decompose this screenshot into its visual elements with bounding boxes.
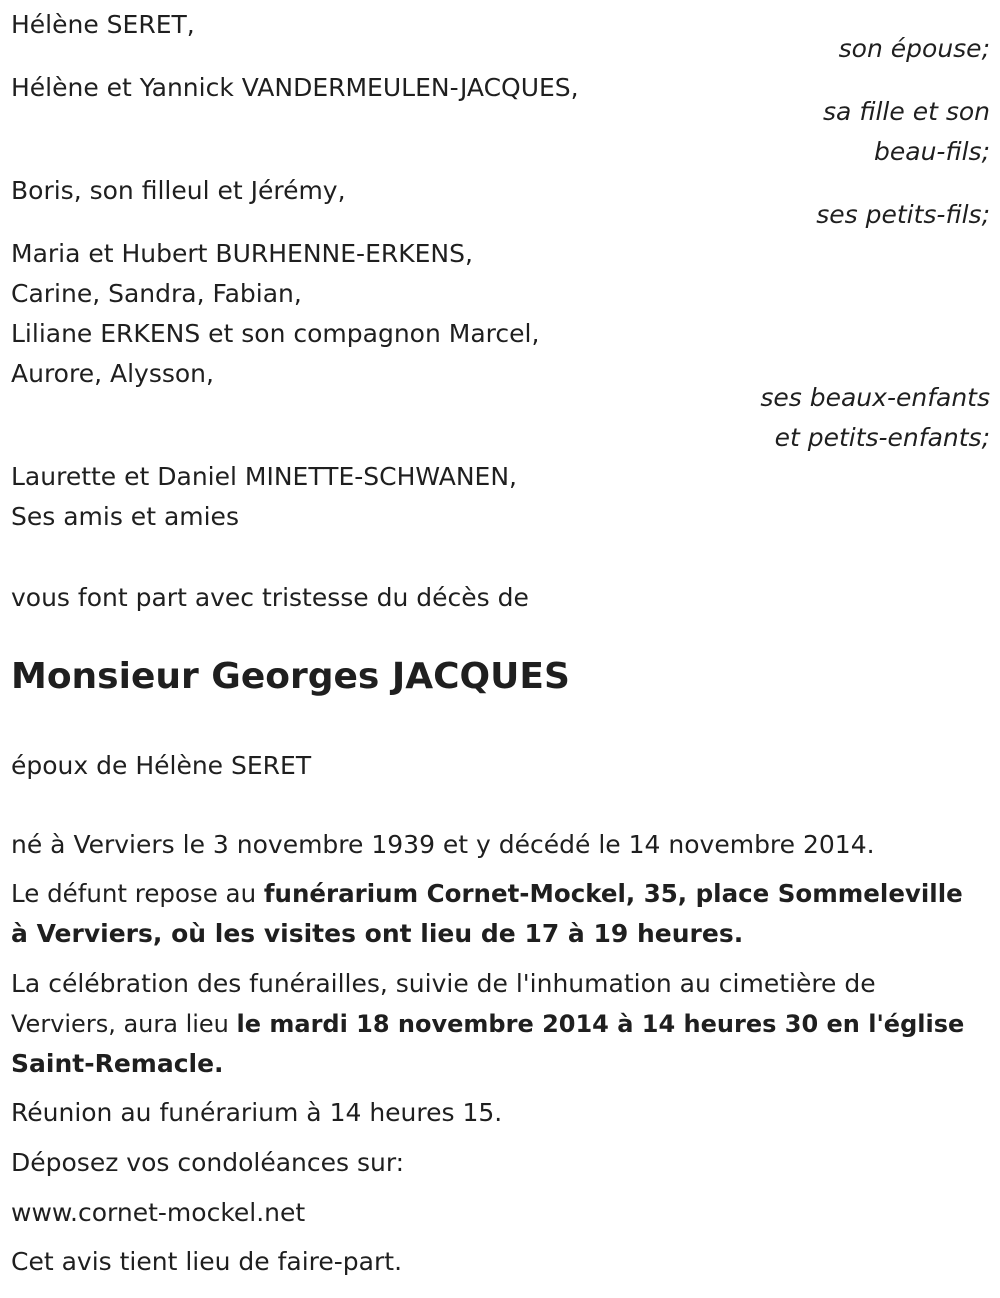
announce-text: vous font part avec tristesse du décès de [11,583,529,612]
repose-line-2 [11,919,743,949]
relation-2b: beau-fils; [874,137,990,166]
relation-3: ses petits-fils; [816,200,990,229]
family-line-4c: Liliane ERKENS et son compagnon Marcel, [11,319,540,348]
relation-4a: ses beaux-enfants [760,383,990,412]
deceased-name: Monsieur Georges JACQUES [11,656,570,697]
relation-1: son épouse; [838,34,990,63]
condolences-text: Déposez vos condoléances sur: [11,1148,405,1177]
birth-death-text: né à Verviers le 3 novembre 1939 et y décédé le 14 novembre 2014. [11,830,875,859]
repose-prefix: Le défunt repose au [11,879,264,908]
relation-4b: et petits-enfants; [774,423,990,452]
family-line-4a: Maria et Hubert BURHENNE-ERKENS, [11,239,473,268]
family-line-5b: Ses amis et amies [11,502,239,531]
repose-bold-1: funérarium Cornet-Mockel, 35, place Sommeleville [263,879,963,908]
funeral-line-3 [11,1049,224,1079]
website-link[interactable]: www.cornet-mockel.net [11,1198,306,1227]
repose-line-1 [11,879,963,909]
funeral-prefix: Verviers, aura lieu [11,1010,237,1038]
family-line-4d: Aurore, Alysson, [11,359,214,388]
funeral-line-2 [11,1009,964,1039]
funeral-bold-2: le mardi 18 novembre 2014 à 14 heures 30 en l'église [236,1010,965,1038]
family-line-2: Hélène et Yannick VANDERMEULEN-JACQUES, [11,73,579,102]
closing-text: Cet avis tient lieu de faire-part. [11,1247,403,1276]
family-line-1: Hélène SERET, [11,10,195,39]
spouse-text: époux de Hélène SERET [11,751,312,780]
family-line-5a: Laurette et Daniel MINETTE-SCHWANEN, [11,462,517,491]
repose-bold-2: à Verviers, où les visites ont lieu de 17 à 19 heures. [11,919,744,948]
family-line-4b: Carine, Sandra, Fabian, [11,279,302,308]
relation-2a: sa fille et son [823,97,990,126]
funeral-bold-3: Saint-Remacle. [11,1049,224,1078]
funeral-line-1: La célébration des funérailles, suivie de l'inhumation au cimetière de [11,969,876,998]
family-line-3: Boris, son filleul et Jérémy, [11,176,346,205]
reunion-text: Réunion au funérarium à 14 heures 15. [11,1098,503,1127]
